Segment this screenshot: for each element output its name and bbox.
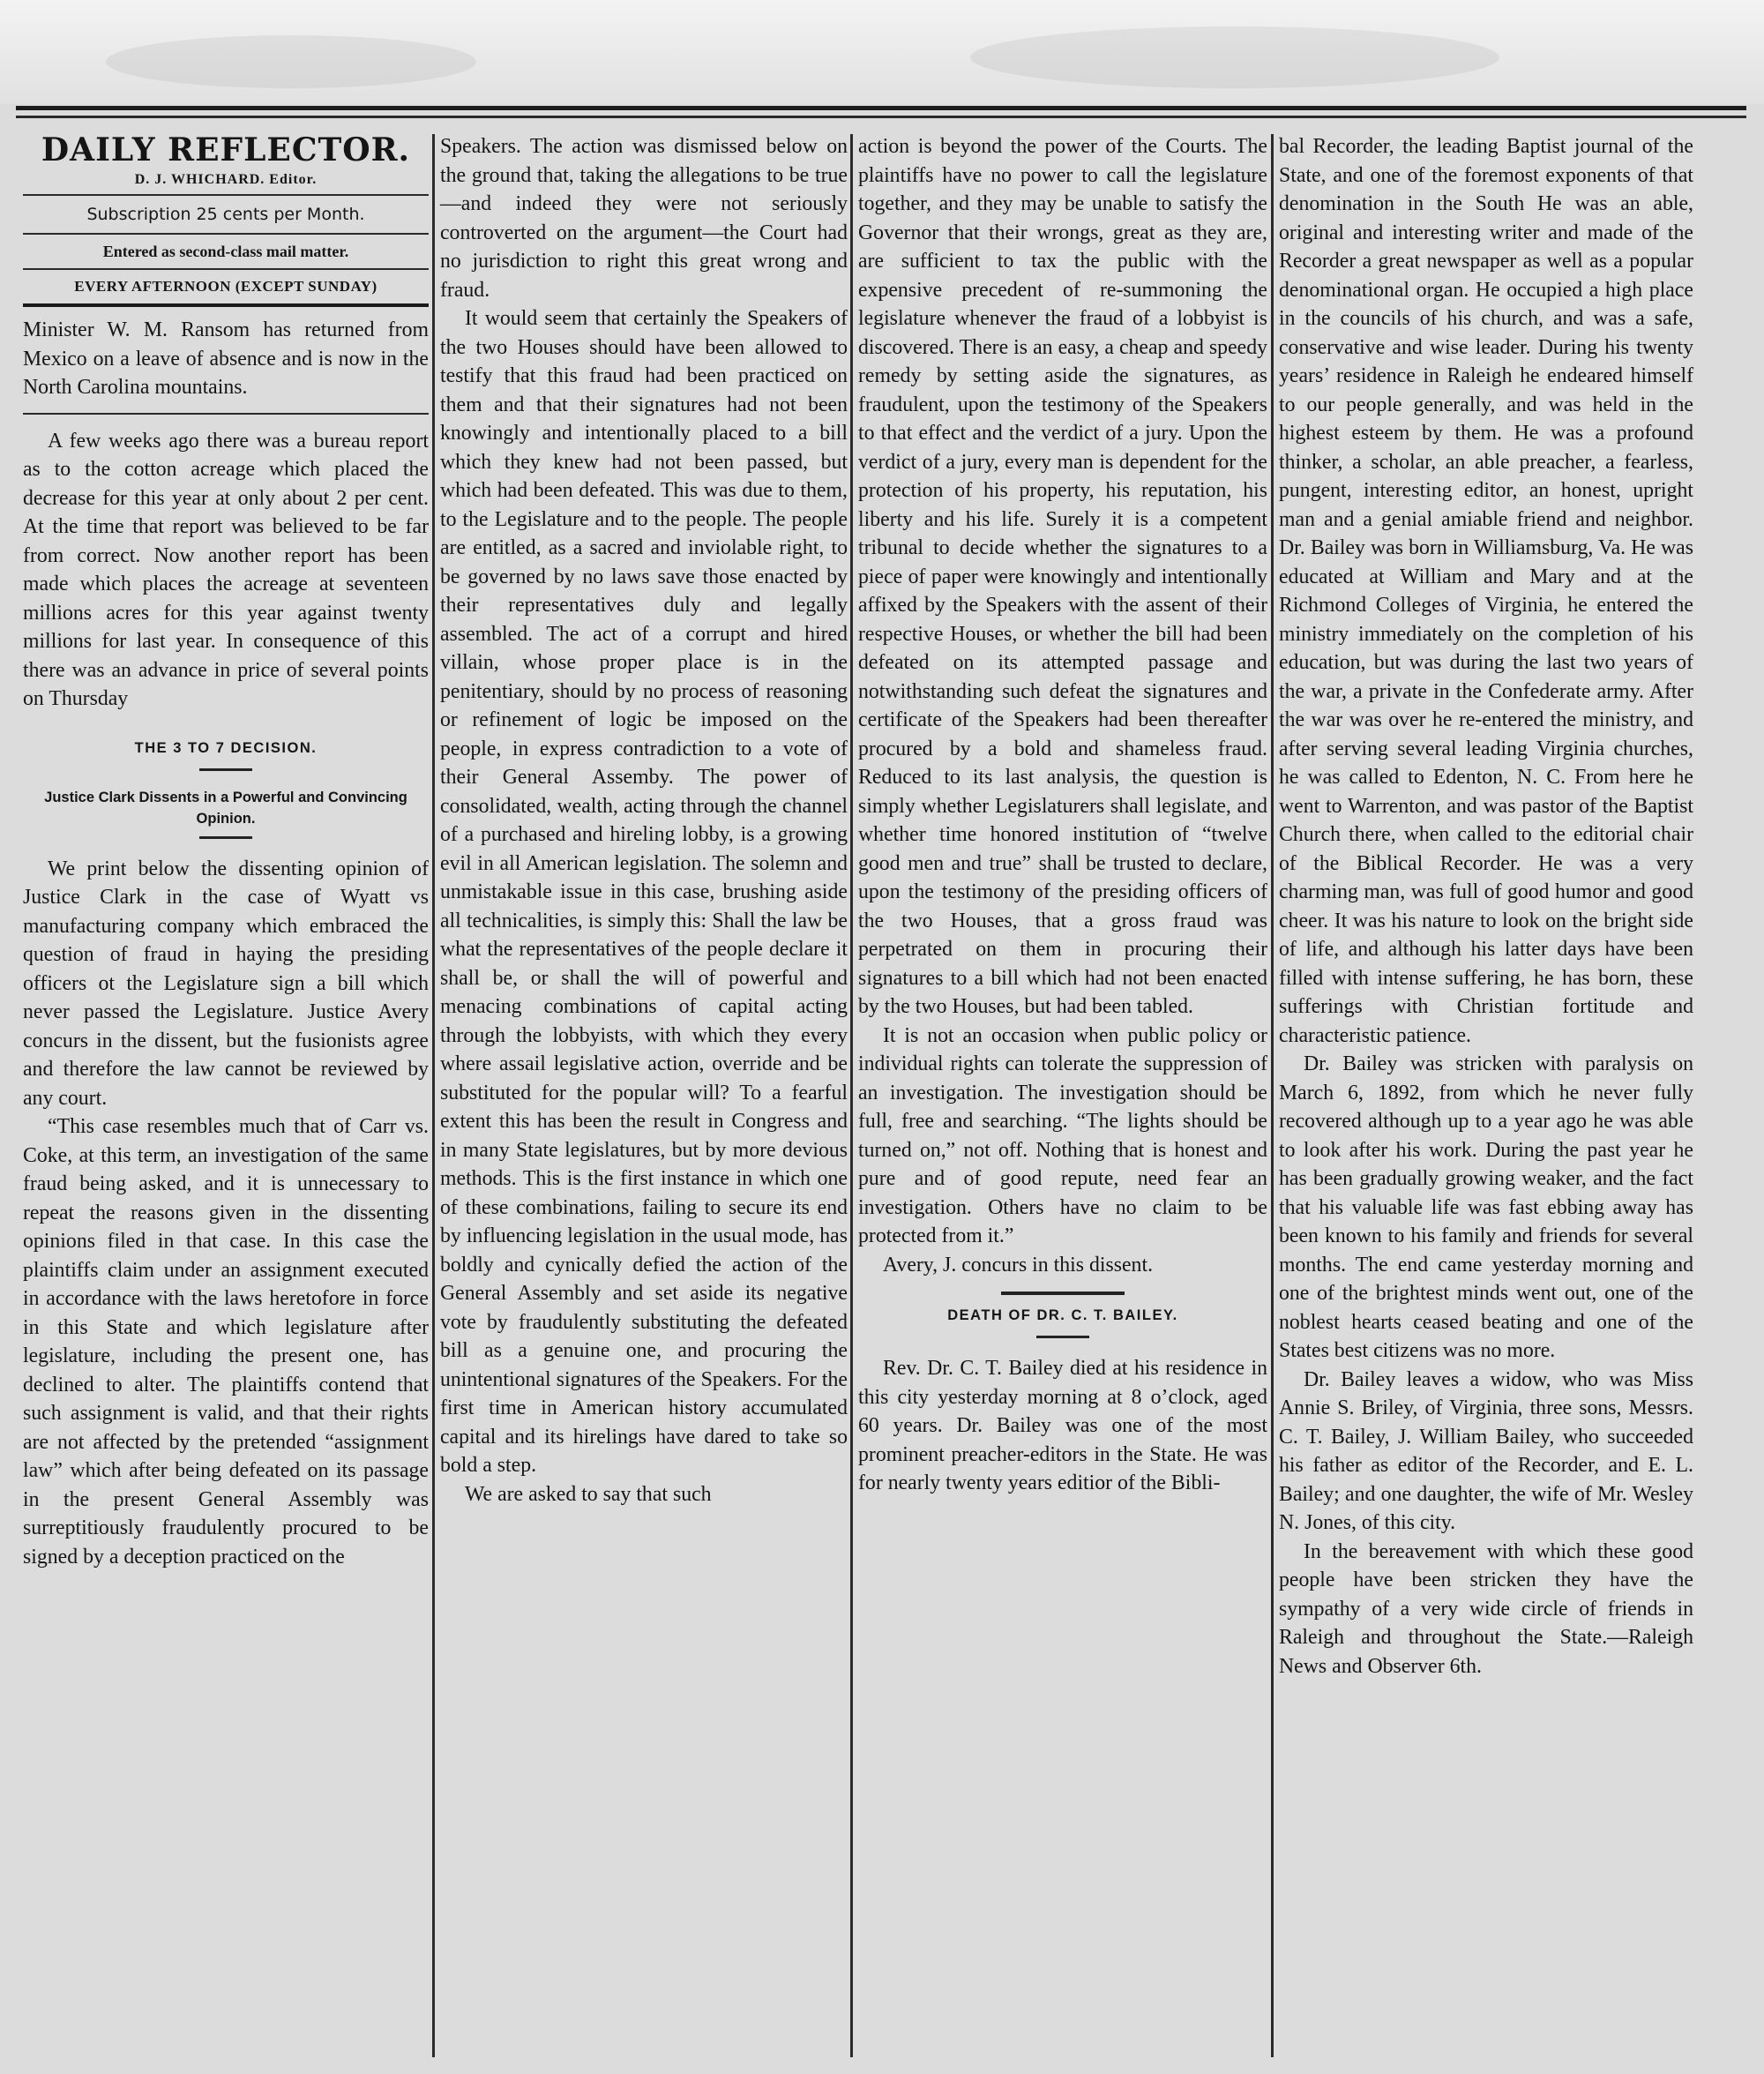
- obituary-headline: DEATH OF DR. C. T. BAILEY.: [947, 1307, 1178, 1323]
- top-rule: [16, 106, 1746, 110]
- divider: [23, 268, 429, 270]
- divider: [23, 194, 429, 196]
- top-rule-thin: [16, 116, 1746, 118]
- article-paragraph: “This case resembles much that of Carr vs. Coke, at this term, an investigation of the same fraud being asked, and it is unnecessary to repeat the reasons given in the dissenting opinions filed in that case. In this case the plaintiffs claim under an assignment executed in accordance with the laws heretofore in force in this State and which legislature after legislature, including the present one, has declined to alter. The plaintiffs contend that such assignment is valid, and that their rights are not affected by the pretended “assignment law” which after being defeated on its passage in the present General Assembly was surreptitiously fraudulently procured to be signed by a deception practiced on the: [23, 1115, 429, 1569]
- obituary-paragraph: Dr. Bailey leaves a widow, who was Miss Annie S. Briley, of Virginia, three sons, Messrs. C. T. Bailey, J. William Bailey, who succeeded his father as editor of the Recorder, and E. L. Bailey; and one daughter, the wife of Mr. Wesley N. Jones, of this city.: [1279, 1367, 1693, 1534]
- article-paragraph: It would seem that certainly the Speakers of the two Houses should have been allowed to testify that this fraud had been practiced on them and that their signatures had not been knowingly and intentionally placed to a bill which they knew had not been passed, but which had been defeated. This was due to them, to the Legislature and to the people. The people are entitled, as a sacred and inviolable right, to be governed by no laws save those enacted by their representatives duly and legally assembled. The act of a corrupt and hired villain, whose proper place is in the penitentiary, should by no process of reasoning or refinement of logic be imposed on the people, in express contradiction to a vote of their General Assemby. The power of consolidated, wealth, acting through the channel of a purchased and hireling lobby, is a growing evil in all American legislation. The solemn and unmistakable issue in this case, brushing aside all technicalities, is simply this: Shall the law be what the representatives of the people declare it shall be, or shall the will of powerful and menacing combinations of capital acting through the lobbyists, with which they every where assail legislative action, override and be substituted for the popular will? To a fearful extent this has been the result in Congress and in many State legislatures, but by more devious methods. This is the first instance in which one of these combinations, failing to secure its end by influencing legislation in the usual mode, has boldly and cynically defied the action of the General Assembly and set aside its negative vote by fraudulently substituting the defeated bill as a genuine one, and procuring the unintentional signatures of the Speakers. For the first time in American history accumulated capital and its hirelings have dared to take so bold a step.: [440, 307, 848, 1477]
- article-paragraph: action is beyond the power of the Courts. The plaintiffs have no power to call the legislature together, and they may be unable to satisfy the Governor that their wrongs, great as they are, are sufficient to tax the public with the expensive precedent of re-summoning the legislature whenever the fraud of a lobbyist is discovered. There is an easy, a cheap and speedy remedy by setting aside the signatures, as fraudulent, upon the testimony of the Speakers to that effect and the verdict of a jury. Upon the verdict of a jury, every man is dependent for the protection of his property, his reputation, his liberty and his life. Surely it is a competent tribunal to decide whether the signatures to a piece of paper were knowingly and intentionally affixed by the Speakers with the assent of their respective Houses, or whether the bill had been defeated on its attempted passage and notwithstanding such defeat the signatures and certificate of the Speakers had been thereafter procured by a bold and shameless fraud. Reduced to its last analysis, the question is simply whether Legislaturers shall legislate, and whether time honored institution of “twelve good men and true” shall be trusted to declare, upon the testimony of the presiding officers of the two Houses, that a gross fraud was perpetrated on them in procuring their signatures to a bill which had not been enacted by the two Houses, but had been tabled.: [858, 135, 1267, 1018]
- divider: [1001, 1292, 1125, 1295]
- article-paragraph: We print below the dissenting opinion of Justice Clark in the case of Wyatt vs manufacturing company which embraced the question of fraud in haying the presiding officers ot the Legislature sign a bill which never passed the Legislature. Justice Avery concurs in the dissent, but the fusionists agree and therefore the law cannot be reviewed by any court.: [23, 857, 429, 1110]
- masthead-title: DAILY REFLECTOR.: [41, 131, 411, 168]
- obituary-paragraph: In the bereavement with which these good people have been stricken they have the sympathy of a very wide circle of friends in Raleigh and throughout the State.—Raleigh News and Observer 6th.: [1279, 1539, 1693, 1678]
- obituary-paragraph: Rev. Dr. C. T. Bailey died at his residence in this city yesterday morning at 8 o’clock, aged 60 years. Dr. Bailey was one of the most prominent preacher-editors in the State. He was for nearly twenty years editior of the Bibli-: [858, 1357, 1267, 1494]
- masthead-rule: [23, 303, 429, 307]
- article-paragraph: It is not an occasion when public policy or individual rights can tolerate the suppression of an investigation. The investigation should be full, free and searching. “The lights should be turned on,” not off. Nothing that is honest and pure and of good repute, need fear an investigation. Others have no claim to be protected from it.”: [858, 1023, 1267, 1247]
- article-signoff: Avery, J. concurs in this dissent.: [883, 1253, 1154, 1277]
- divider: [23, 233, 429, 235]
- article-subhead: Justice Clark Dissents in a Powerful and Convincing Opinion.: [44, 789, 407, 827]
- divider: [199, 836, 252, 839]
- article-paragraph: Speakers. The action was dismissed below on the ground that, taking the allegations to be true—and indeed they were not seriously controverted on the argument—the Court had no jurisdiction to right this great wrong and fraud.: [440, 135, 848, 302]
- column-2: [440, 132, 848, 1509]
- paper-stain: [970, 26, 1499, 88]
- mail-matter-line: Entered as second-class mail matter.: [102, 243, 349, 260]
- column-divider: [432, 134, 435, 2057]
- cotton-item: A few weeks ago there was a bureau report as to the cotton acreage which placed the decrease for this year at only about 2 per cent. At the time that report was believed to be far from correct. Now another report has been made which places the acreage at seventeen millions acres for this year against twenty millions for last year. In consequence of this there was an advance in price of several points on Thursday: [23, 429, 429, 710]
- article-headline: THE 3 TO 7 DECISION.: [134, 739, 318, 756]
- article-paragraph: We are asked to say that such: [465, 1482, 712, 1506]
- column-divider: [850, 134, 853, 2057]
- schedule-line: EVERY AFTERNOON (EXCEPT SUNDAY): [74, 278, 377, 295]
- column-1: [23, 132, 429, 1571]
- obituary-paragraph: bal Recorder, the leading Baptist journal of the State, and one of the foremost exponents of that denomination in the South He was an able, original and interesting writer and made of the Recorder a great newspaper as well as a popular denominational organ. He occupied a high place in the councils of his church, and was a safe, conservative and wise leader. During his twenty years’ residence in Raleigh he endeared himself to our people generally, and was held in the highest esteem by them. He was a profound thinker, a scholar, an able preacher, a fearless, pungent, interesting editor, an honest, upright man and a genial amiable friend and neighbor. Dr. Bailey was born in Williamsburg, Va. He was educated at William and Mary and at the Richmond Colleges of Virginia, he entered the ministry immediately on the completion of his education, but was during the last two years of the war, a private in the Confederate army. After the war was over he re-entered the ministry, and after serving several leading Virginia churches, he was called to Edenton, N. C. From here he went to Warrenton, and was pastor of the Baptist Church there, when called to the editorial chair of the Biblical Recorder. He was a very charming man, was full of good humor and good cheer. It was his nature to look on the bright side of life, and although his latter days have been filled with intense suffering, he has born, these sufferings with Christian fortitude and characteristic patience.: [1279, 135, 1693, 1047]
- masthead-editor: D. J. WHICHARD. Editor.: [134, 172, 318, 187]
- column-3: [858, 132, 1267, 1498]
- column-4: [1279, 132, 1693, 1681]
- obituary-paragraph: Dr. Bailey was stricken with paralysis on March 6, 1892, from which he never fully recovered although up to a year ago he was able to look after his work. During the past year he has been gradually growing weaker, and the fact that his valuable life was fast ebbing away has been known to his family and friends for several months. The end came yesterday morning and one of the brightest minds went out, one of the noblest hearts ceased beating and one of the States best citizens was no more.: [1279, 1052, 1693, 1362]
- ransom-item: Minister W. M. Ransom has returned from Mexico on a leave of absence and is now in the North Carolina mountains.: [23, 318, 429, 399]
- divider: [1036, 1336, 1089, 1338]
- divider: [199, 768, 252, 771]
- paper-stain: [106, 35, 476, 88]
- subscription-line: Subscription 25 cents per Month.: [86, 205, 365, 224]
- divider: [23, 413, 429, 415]
- column-divider: [1271, 134, 1274, 2057]
